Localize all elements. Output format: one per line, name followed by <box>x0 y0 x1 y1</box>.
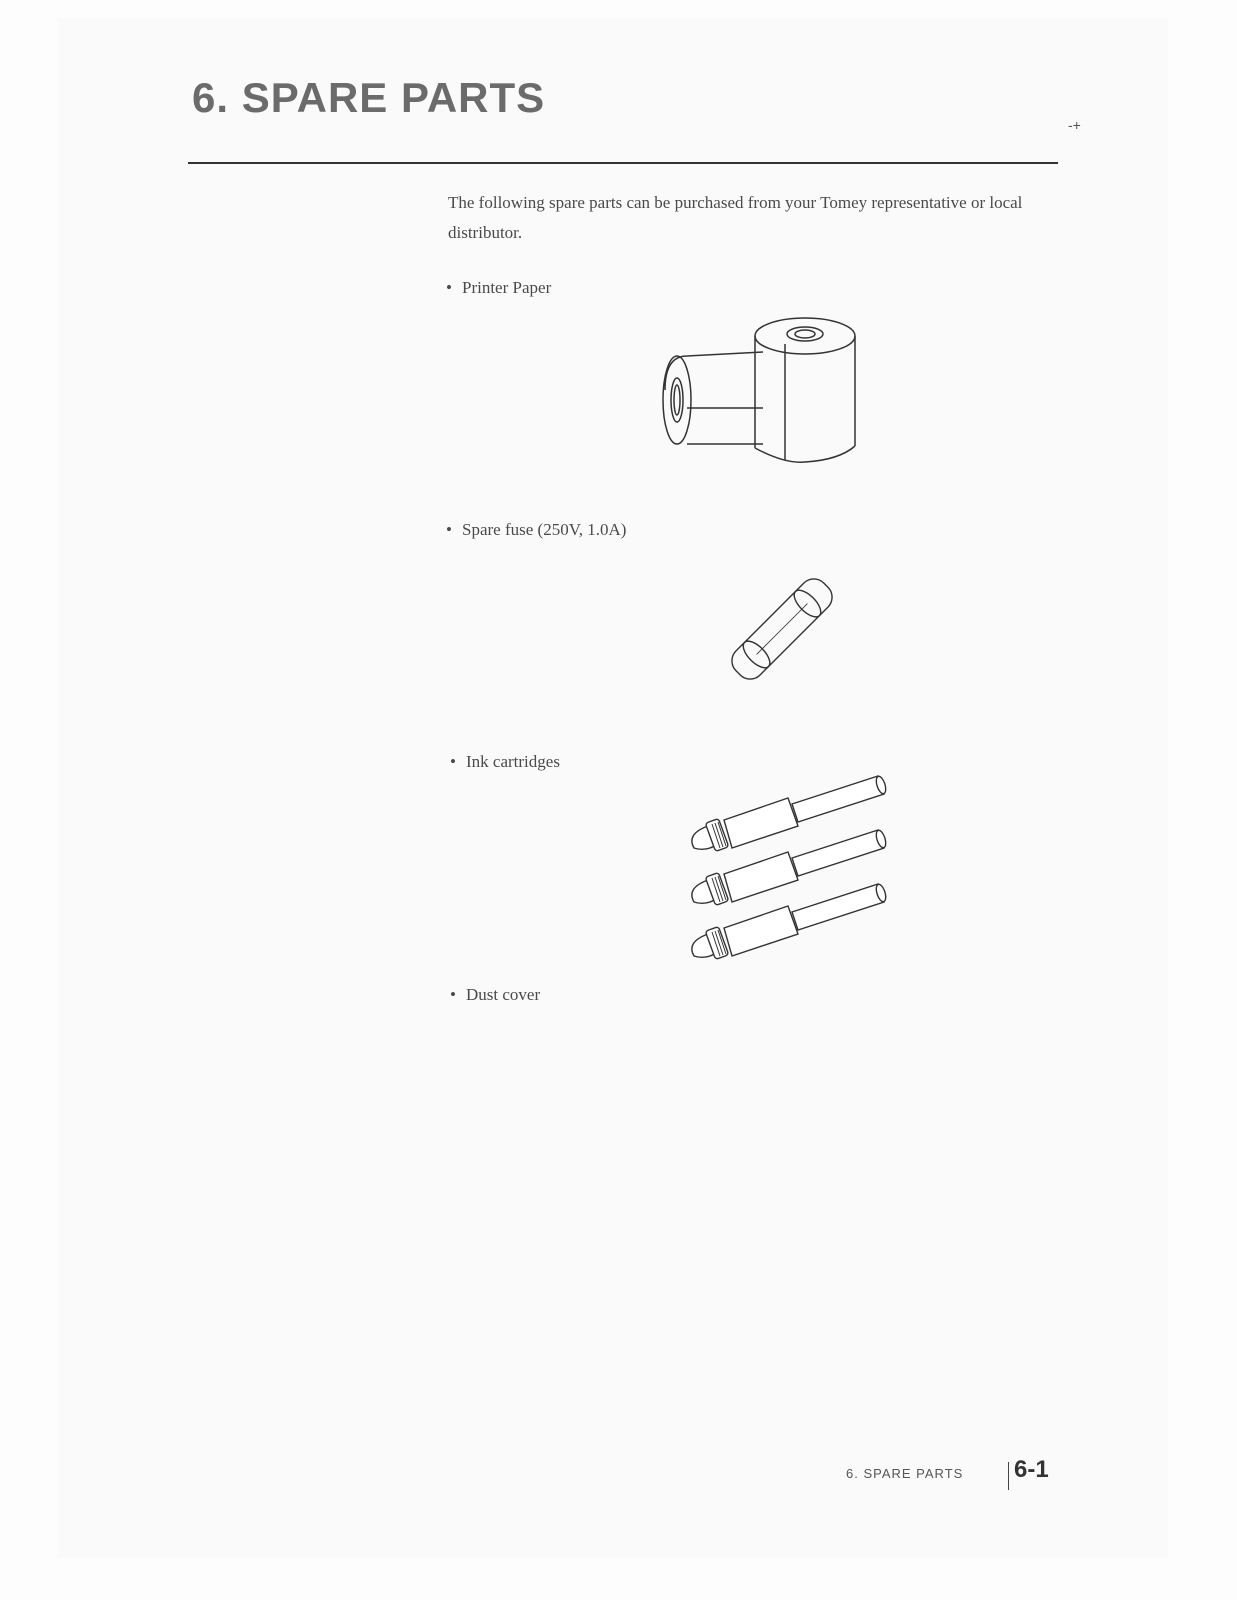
footer-section-title: 6. SPARE PARTS <box>846 1466 964 1481</box>
intro-paragraph: The following spare parts can be purchased from your Tomey representative or local distributor. <box>448 193 1023 242</box>
scan-background <box>58 18 1168 1558</box>
ink-cartridge-icon <box>686 762 906 962</box>
footer-divider <box>1008 1462 1009 1490</box>
page-number: 6-1 <box>1014 1456 1049 1483</box>
item-label: Ink cartridges <box>466 752 560 771</box>
bullet: • <box>450 985 456 1004</box>
page-title: 6. SPARE PARTS <box>192 74 546 121</box>
item-label: Dust cover <box>466 985 541 1004</box>
list-item-printer-paper <box>446 278 551 298</box>
fuse-icon <box>712 562 852 696</box>
margin-mark: -+ <box>1068 117 1081 133</box>
list-item-ink-cartridges <box>450 752 560 772</box>
list-item-dust-cover <box>450 985 540 1005</box>
paper-roll-icon <box>655 312 875 480</box>
item-label: Spare fuse (250V, 1.0A) <box>462 520 627 539</box>
bullet: • <box>450 752 456 771</box>
bullet: • <box>446 278 452 297</box>
item-label: Printer Paper <box>462 278 552 297</box>
title-rule <box>188 162 1058 164</box>
bullet: • <box>446 520 452 539</box>
list-item-spare-fuse <box>446 520 626 540</box>
